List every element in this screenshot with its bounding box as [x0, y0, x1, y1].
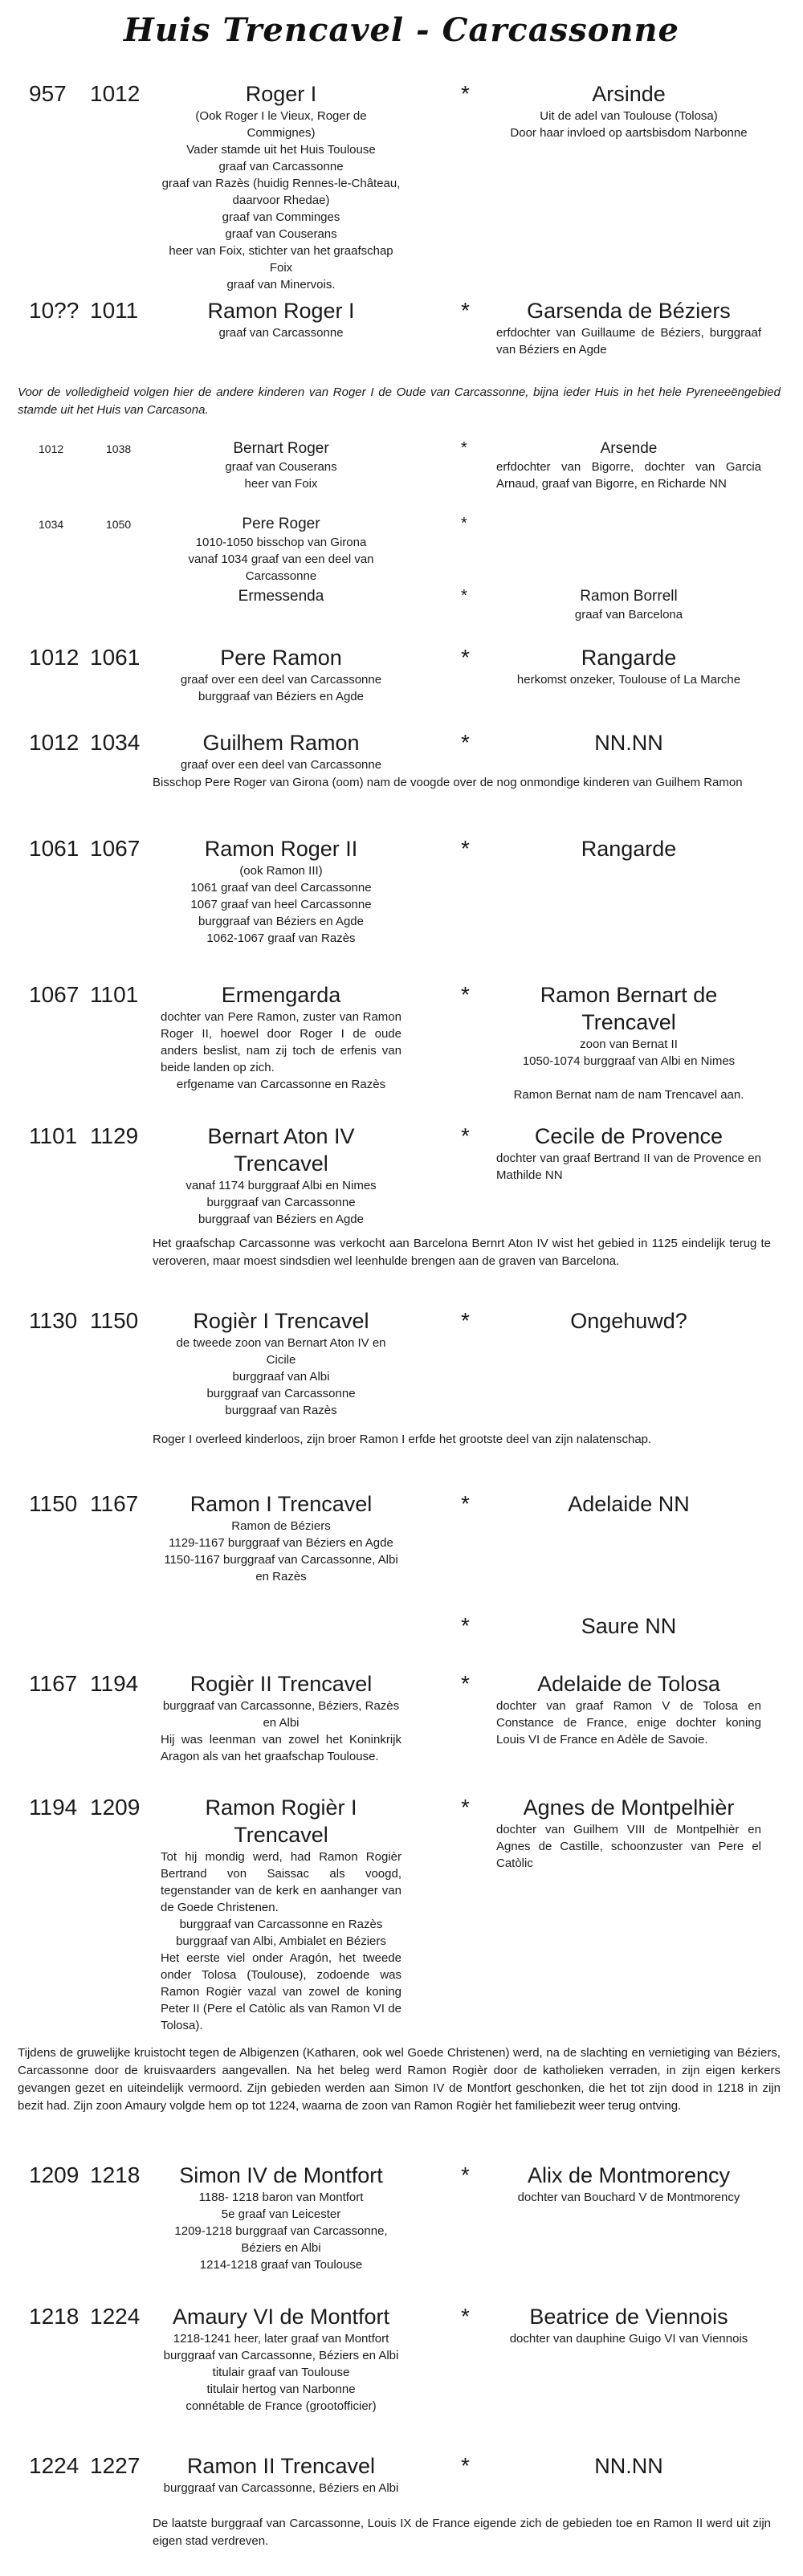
birth-year: 1194: [29, 1795, 78, 1820]
spouse-column: [496, 1612, 761, 1640]
birth-year: 957: [29, 81, 67, 106]
person-column: [161, 729, 402, 773]
death-year: 1061: [90, 645, 141, 670]
spouse-column: [496, 1490, 761, 1518]
death-year: 1218: [90, 2162, 141, 2187]
spouse-details: dochter van Bouchard V de Montmorency: [517, 2191, 740, 2204]
spouse-column: [496, 2162, 761, 2206]
person-column: [161, 80, 402, 293]
spouse-column: [496, 729, 761, 756]
birth-year: 1224: [29, 2453, 79, 2478]
page-title: Huis Trencavel - Carcassonne: [123, 11, 680, 49]
spouse-name: Ramon Bernart de Trencavel: [540, 983, 718, 1034]
person-column: [161, 1307, 402, 1419]
birth-year: 1012: [29, 730, 79, 755]
death-year: 1011: [90, 298, 139, 323]
person-column: [161, 438, 402, 492]
death-year: 1227: [90, 2453, 141, 2478]
marriage-star-icon: *: [461, 2162, 470, 2187]
death-year: 1150: [90, 1308, 139, 1333]
person-details: 1188- 1218 baron van Montfort 5e graaf van Leicester 1209-1218 burggraaf van Carcassonne, Béziers en Albi 1214-1218 graaf van Toulouse: [174, 2191, 388, 2272]
death-year: 1167: [90, 1491, 139, 1516]
person-details: burggraaf van Carcassonne, Béziers en Albi: [163, 2481, 399, 2495]
death-year: 1101: [90, 982, 139, 1007]
person-name: Ermengarda: [221, 983, 341, 1007]
marriage-star-icon: *: [461, 515, 467, 532]
person-name: Ramon II Trencavel: [186, 2454, 376, 2478]
spouse-column: [496, 981, 761, 1103]
spouse-name: Beatrice de Viennois: [529, 2305, 728, 2329]
person-details: Tot hij mondig werd, had Ramon Rogièr Bertrand von Saissac als voogd, tegenstander van de kerk en aanhanger van de Goede Christenen. burggraaf van Carcassonne en Razès burggraaf van Albi, Ambialet en Béziers Het eerste viel onder Aragón, het tweede onder Tolosa (Toulouse), zodoende was Ramon Rogièr vazal van zowel de koning Peter II (Pere el Catòlic als van Ramon VI de Tolosa).: [161, 1850, 402, 2032]
person-column: [161, 1123, 402, 1228]
marriage-star-icon: *: [461, 81, 470, 106]
spouse-name: NN.NN: [594, 731, 663, 755]
spouse-name: Agnes de Montpelhièr: [523, 1795, 735, 1820]
birth-year: 1012: [29, 645, 79, 670]
person-name: Rogièr II Trencavel: [190, 1672, 373, 1696]
person-name: Ramon Rogièr I Trencavel: [205, 1795, 357, 1847]
person-column: [161, 981, 402, 1093]
spouse-column: [496, 297, 761, 358]
spouse-name: Rangarde: [581, 837, 677, 861]
person-name: Amaury VI de Montfort: [172, 2305, 390, 2329]
person-column: [161, 514, 402, 585]
person-name: Pere Ramon: [220, 646, 342, 670]
birth-year: 1209: [29, 2162, 79, 2187]
spouse-details: dochter van Guilhem VIII de Montpelhièr en Agnes de Castille, schoonzuster van Pere el Catòlic: [496, 1823, 761, 1870]
spouse-column: [496, 1794, 761, 1872]
spouse-name: Adelaide NN: [568, 1492, 690, 1516]
person-details: (Ook Roger I le Vieux, Roger de Commignes) Vader stamde uit het Huis Toulouse graaf van Carcassonne graaf van Razès (huidig Rennes-le-Château, daarvoor Rhedae) graaf van Comminges graaf van Couserans heer van Foix, stichter van het graafschap Foix graaf van Minervois.: [161, 109, 401, 291]
note-carcassonne-sold: Het graafschap Carcassonne was verkocht aan Barcelona Bernrt Aton IV wist het gebied in 1125 eindelijk terug te veroveren, maar moest sindsdien wel leenhulde brengen aan de graven van Barcelona.: [153, 1237, 771, 1268]
birth-year: 1067: [29, 982, 79, 1007]
spouse-name: Garsenda de Béziers: [527, 299, 731, 323]
person-details: (ook Ramon III) 1061 graaf van deel Carcassonne 1067 graaf van heel Carcassonne burggraaf van Béziers en Agde 1062-1067 graaf van Razès: [190, 864, 372, 945]
death-year: 1012: [90, 81, 141, 106]
death-year: 1034: [90, 730, 141, 755]
marriage-star-icon: *: [461, 645, 470, 670]
spouse-name: Ongehuwd?: [570, 1309, 687, 1333]
note-roger-childless: Roger I overleed kinderloos, zijn broer Ramon I erfde het grootste deel van zijn nalatenschap.: [153, 1433, 652, 1446]
marriage-star-icon: *: [461, 439, 467, 457]
spouse-name: Arsinde: [592, 82, 666, 106]
person-name: Bernart Roger: [233, 440, 329, 457]
birth-year: 1130: [29, 1308, 78, 1333]
spouse-column: [496, 2452, 761, 2480]
spouse-column: [496, 1123, 761, 1184]
birth-year: 1101: [29, 1123, 78, 1148]
person-name: Guilhem Ramon: [202, 731, 360, 755]
birth-year: 1012: [39, 442, 64, 455]
birth-year: 10??: [29, 298, 79, 323]
person-column: [161, 1794, 402, 2034]
person-name: Ramon Roger I: [207, 299, 355, 323]
marriage-star-icon: *: [461, 587, 467, 605]
person-details: graaf over een deel van Carcassonne burggraaf van Béziers en Agde: [180, 673, 382, 703]
spouse-name: Rangarde: [581, 646, 677, 670]
person-column: [161, 297, 402, 341]
spouse-name: Alix de Montmorency: [527, 2163, 731, 2187]
person-details: dochter van Pere Ramon, zuster van Ramon Roger II, hoewel door Roger I de oude anders beslist, nam zij toch de erfenis van beide landen op zich.: [161, 1010, 402, 1074]
spouse-details: erfdochter van Bigorre, dochter van Garcia Arnaud, graaf van Bigorre, en Richarde NN: [496, 460, 761, 491]
marriage-star-icon: *: [461, 2453, 470, 2478]
person-name: Ramon I Trencavel: [190, 1492, 373, 1516]
death-year: 1129: [90, 1123, 139, 1148]
person-details-extra: erfgename van Carcassonne en Razès: [176, 1078, 386, 1091]
spouse-name: Arsende: [600, 440, 658, 457]
birth-year: 1150: [29, 1491, 78, 1516]
person-details: graaf over een deel van Carcassonne: [180, 758, 382, 772]
person-column: [161, 2162, 402, 2273]
birth-year: 1034: [39, 518, 64, 531]
marriage-star-icon: *: [461, 836, 470, 861]
death-year: 1067: [90, 836, 141, 861]
spouse-column: [496, 586, 761, 623]
spouse-details: graaf van Barcelona: [574, 608, 683, 622]
marriage-star-icon: *: [461, 1613, 470, 1638]
marriage-star-icon: *: [461, 1671, 470, 1696]
note-guilhem-ramon: Bisschop Pere Roger van Girona (oom) nam de voogde over de nog onmondige kinderen van Guilhem Ramon: [153, 776, 743, 789]
person-name: Rogièr I Trencavel: [193, 1309, 369, 1333]
spouse-column: [496, 438, 761, 492]
person-column: [161, 586, 402, 606]
death-year: 1038: [106, 442, 132, 455]
person-name: Ermessenda: [238, 588, 324, 605]
note-louis-ix: De laatste burggraaf van Carcassonne, Louis IX de France eigende zich de gebieden toe en Ramon II werd uit zijn eigen stad verdreven.: [153, 2517, 771, 2548]
spouse-details: dochter van graaf Ramon V de Tolosa en Constance de France, enige dochter koning Louis VI de France en Adèle de Savoie.: [496, 1699, 761, 1747]
birth-year: 1218: [29, 2304, 79, 2329]
spouse-column: [496, 1307, 761, 1335]
person-name: Bernart Aton IV Trencavel: [207, 1124, 355, 1176]
person-column: [161, 1670, 402, 1765]
death-year: 1194: [90, 1671, 139, 1696]
marriage-star-icon: *: [461, 298, 470, 323]
spouse-name: Ramon Borrell: [580, 588, 678, 605]
person-details: graaf van Carcassonne: [218, 326, 344, 340]
person-details: vanaf 1174 burggraaf Albi en Nimes burggraaf van Carcassonne burggraaf van Béziers en Agde: [185, 1179, 377, 1226]
note-crusade: Tijdens de gruwelijke kruistocht tegen de Albigenzen (Katharen, ook wel Goede Christenen) werd, na de slachting en vernietiging van Béziers, Carcassonne door de kruisvaarders aangevallen. Na het beleg werd Ramon Rogièr door de katholieken verraden, in zijn eigen kerkers gevangen gezet en uiteindelijk vermoord. Zijn gebieden werden aan Simon IV de Montfort geschonken, die het tot zijn dood in 1218 in zijn bezit had. Zijn zoon Amaury volgde hem op tot 1224, waarna de zoon van Ramon Rogièr het familiebezit weer terug ontving.: [18, 2046, 781, 2113]
spouse-details: Uit de adel van Toulouse (Tolosa) Door haar invloed op aartsbisdom Narbonne: [510, 109, 748, 140]
birth-year: 1167: [29, 1671, 78, 1696]
death-year: 1224: [90, 2304, 141, 2329]
person-column: [161, 1490, 402, 1585]
spouse-name: Cecile de Provence: [534, 1124, 724, 1148]
spouse-column: [496, 1670, 761, 1748]
person-column: [161, 2452, 402, 2497]
person-details: de tweede zoon van Bernart Aton IV en Cicile burggraaf van Albi burggraaf van Carcassonne burggraaf van Razès: [176, 1336, 386, 1417]
spouse-column: [496, 2303, 761, 2347]
death-year: 1050: [106, 518, 132, 531]
spouse-name: NN.NN: [594, 2454, 663, 2478]
spouse-details: erfdochter van Guillaume de Béziers, burggraaf van Béziers en Agde: [496, 326, 761, 357]
spouse-column: [496, 835, 761, 862]
person-details: graaf van Couserans heer van Foix: [225, 460, 337, 491]
note-other-children: Voor de volledigheid volgen hier de andere kinderen van Roger I de Oude van Carcassonne, bijna ieder Huis in het hele Pyreneeëngebied stamde uit het Huis van Carcasona.: [18, 385, 781, 417]
person-column: [161, 2303, 402, 2415]
spouse-details: dochter van graaf Bertrand II van de Provence en Mathilde NN: [496, 1151, 761, 1182]
marriage-star-icon: *: [461, 1123, 470, 1148]
marriage-star-icon: *: [461, 2304, 470, 2329]
person-details: 1010-1050 bisschop van Girona vanaf 1034 graaf van een deel van Carcassonne: [188, 536, 374, 583]
spouse-details: dochter van dauphine Guigo VI van Viennois: [509, 2332, 748, 2346]
spouse-column: [496, 80, 761, 141]
spouse-details: herkomst onzeker, Toulouse of La Marche: [516, 673, 741, 687]
person-details: 1218-1241 heer, later graaf van Montfort burggraaf van Carcassonne, Béziers en Albi titulair graaf van Toulouse titulair hertog van Narbonne connétable de France (grootofficier): [163, 2332, 399, 2413]
spouse-name: Saure NN: [581, 1614, 677, 1638]
birth-year: 1061: [29, 836, 79, 861]
person-details: burggraaf van Carcassonne, Béziers, Razès en Albi Hij was leenman van zowel het Koninkrijk Aragon als van het graafschap Toulouse.: [161, 1699, 402, 1763]
spouse-column: [496, 644, 761, 688]
marriage-star-icon: *: [461, 1795, 470, 1820]
person-name: Ramon Roger II: [204, 837, 358, 861]
person-name: Roger I: [245, 82, 317, 106]
spouse-details: zoon van Bernat II 1050-1074 burggraaf van Albi en Nimes Ramon Bernat nam de nam Trencavel aan.: [513, 1037, 744, 1102]
person-name: Pere Roger: [242, 516, 320, 532]
person-details: Ramon de Béziers 1129-1167 burggraaf van Béziers en Agde 1150-1167 burggraaf van Carcassonne, Albi en Razès: [164, 1519, 398, 1584]
spouse-name: Adelaide de Tolosa: [537, 1672, 720, 1696]
person-column: [161, 644, 402, 705]
marriage-star-icon: *: [461, 730, 470, 755]
person-name: Simon IV de Montfort: [179, 2163, 383, 2187]
marriage-star-icon: *: [461, 982, 470, 1007]
marriage-star-icon: *: [461, 1308, 470, 1333]
person-column: [161, 835, 402, 947]
marriage-star-icon: *: [461, 1491, 470, 1516]
death-year: 1209: [90, 1795, 141, 1820]
